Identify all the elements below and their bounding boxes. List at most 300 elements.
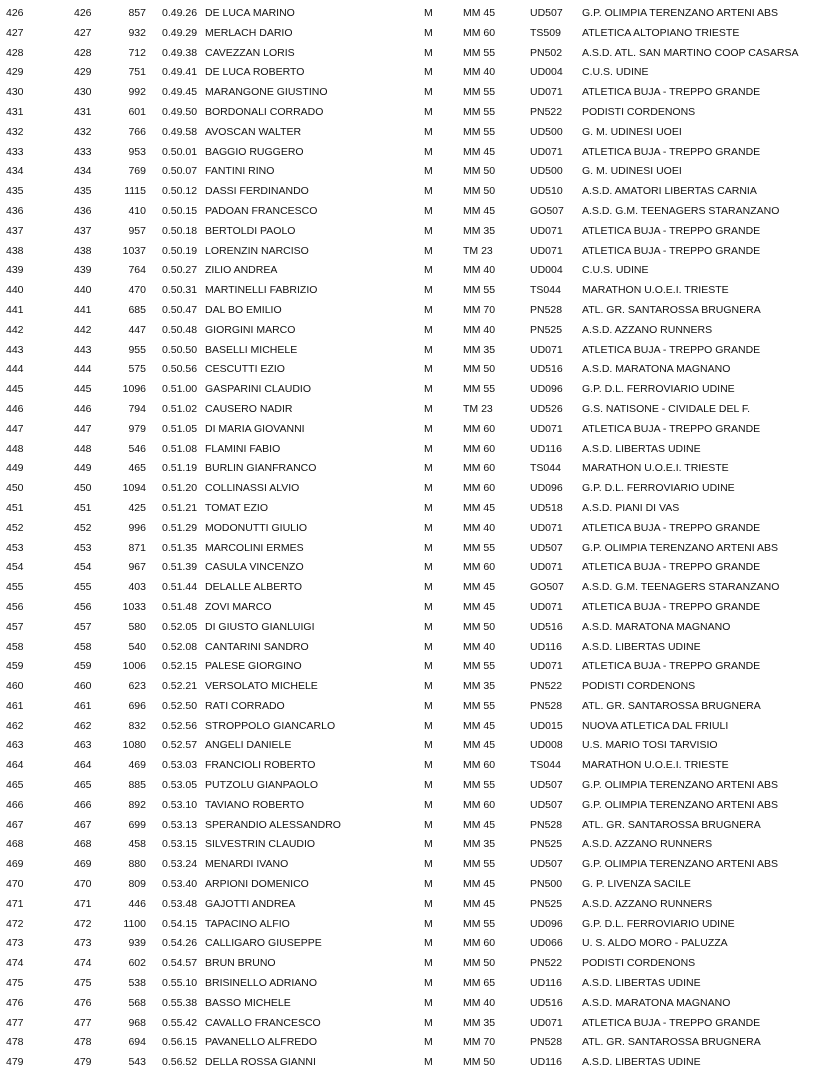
sex-cell: M <box>424 224 433 237</box>
sex-cell: M <box>424 719 433 732</box>
table-row <box>0 480 820 500</box>
athlete-name-cell: DE LUCA MARINO <box>205 7 295 19</box>
team-name-cell: PODISTI CORDENONS <box>582 680 696 693</box>
club-code-cell: PN522 <box>530 957 563 970</box>
athlete-name-cell: BASSO MICHELE <box>205 996 291 1009</box>
athlete-name-cell: AVOSCAN WALTER <box>205 125 302 138</box>
finish-time-cell: 0.53.03 <box>162 759 198 772</box>
age-category-cell: MM 60 <box>463 26 496 39</box>
position-cell: 468 <box>6 838 24 851</box>
position-cell: 463 <box>6 739 24 752</box>
athlete-name-cell: DASSI FERDINANDO <box>205 185 309 198</box>
bib-number-cell: 953 <box>128 145 146 158</box>
category-rank-cell: 441 <box>74 303 92 316</box>
sex-cell: M <box>424 541 433 554</box>
age-category-cell: MM 55 <box>463 779 496 792</box>
age-category-cell: MM 50 <box>463 1056 496 1069</box>
finish-time-cell: 0.49.58 <box>162 125 198 138</box>
club-code-cell: UD507 <box>530 541 563 554</box>
team-name-cell: ATLETICA BUJA - TREPPO GRANDE <box>582 244 761 257</box>
category-rank-cell: 449 <box>74 462 92 475</box>
sex-cell: M <box>424 917 433 930</box>
finish-time-cell: 0.49.50 <box>162 105 198 118</box>
bib-number-cell: 1096 <box>122 383 146 396</box>
team-name-cell: G.P. OLIMPIA TERENZANO ARTENI ABS <box>582 7 779 19</box>
age-category-cell: MM 35 <box>463 838 496 851</box>
sex-cell: M <box>424 1016 433 1029</box>
finish-time-cell: 0.51.29 <box>162 521 198 534</box>
age-category-cell: MM 60 <box>463 442 496 455</box>
finish-time-cell: 0.50.50 <box>162 343 198 356</box>
athlete-name-cell: SILVESTRIN CLAUDIO <box>205 838 316 851</box>
bib-number-cell: 939 <box>128 937 146 950</box>
age-category-cell: MM 55 <box>463 541 496 554</box>
category-rank-cell: 446 <box>74 402 92 415</box>
category-rank-cell: 438 <box>74 244 92 257</box>
athlete-name-cell: VERSOLATO MICHELE <box>205 680 318 693</box>
category-rank-cell: 463 <box>74 739 92 752</box>
bib-number-cell: 968 <box>128 1016 146 1029</box>
team-name-cell: C.U.S. UDINE <box>582 264 649 277</box>
team-name-cell: A.S.D. G.M. TEENAGERS STARANZANO <box>582 204 780 217</box>
finish-time-cell: 0.50.27 <box>162 264 198 277</box>
table-row <box>0 302 820 322</box>
table-row <box>0 25 820 45</box>
club-code-cell: UD071 <box>530 521 563 534</box>
finish-time-cell: 0.51.39 <box>162 561 198 574</box>
club-code-cell: UD507 <box>530 858 563 871</box>
table-row <box>0 599 820 619</box>
finish-time-cell: 0.51.05 <box>162 422 198 435</box>
sex-cell: M <box>424 422 433 435</box>
club-code-cell: TS044 <box>530 284 561 297</box>
sex-cell: M <box>424 759 433 772</box>
age-category-cell: MM 35 <box>463 680 496 693</box>
position-cell: 475 <box>6 977 24 990</box>
age-category-cell: MM 45 <box>463 719 496 732</box>
club-code-cell: UD516 <box>530 620 563 633</box>
team-name-cell: G.P. OLIMPIA TERENZANO ARTENI ABS <box>582 541 779 554</box>
age-category-cell: MM 55 <box>463 917 496 930</box>
athlete-name-cell: MARCOLINI ERMES <box>205 541 304 554</box>
table-row <box>0 797 820 817</box>
finish-time-cell: 0.50.18 <box>162 224 198 237</box>
position-cell: 469 <box>6 858 24 871</box>
category-rank-cell: 476 <box>74 996 92 1009</box>
sex-cell: M <box>424 46 433 59</box>
position-cell: 447 <box>6 422 24 435</box>
age-category-cell: MM 55 <box>463 105 496 118</box>
age-category-cell: MM 45 <box>463 581 496 594</box>
age-category-cell: MM 55 <box>463 86 496 99</box>
category-rank-cell: 461 <box>74 699 92 712</box>
table-row <box>0 836 820 856</box>
bib-number-cell: 538 <box>128 977 146 990</box>
team-name-cell: C.U.S. UDINE <box>582 66 649 79</box>
sex-cell: M <box>424 521 433 534</box>
category-rank-cell: 456 <box>74 600 92 613</box>
position-cell: 457 <box>6 620 24 633</box>
position-cell: 435 <box>6 185 24 198</box>
sex-cell: M <box>424 66 433 79</box>
athlete-name-cell: BRISINELLO ADRIANO <box>205 977 318 990</box>
team-name-cell: ATLETICA BUJA - TREPPO GRANDE <box>582 521 761 534</box>
category-rank-cell: 460 <box>74 680 92 693</box>
athlete-name-cell: BASELLI MICHELE <box>205 343 298 356</box>
age-category-cell: MM 55 <box>463 699 496 712</box>
position-cell: 431 <box>6 105 24 118</box>
athlete-name-cell: FRANCIOLI ROBERTO <box>205 759 316 772</box>
club-code-cell: UD071 <box>530 244 563 257</box>
category-rank-cell: 426 <box>74 7 92 19</box>
category-rank-cell: 429 <box>74 66 92 79</box>
sex-cell: M <box>424 501 433 514</box>
bib-number-cell: 932 <box>128 26 146 39</box>
club-code-cell: UD516 <box>530 996 563 1009</box>
position-cell: 439 <box>6 264 24 277</box>
category-rank-cell: 467 <box>74 818 92 831</box>
sex-cell: M <box>424 640 433 653</box>
bib-number-cell: 751 <box>128 66 146 79</box>
position-cell: 479 <box>6 1056 24 1069</box>
sex-cell: M <box>424 86 433 99</box>
finish-time-cell: 0.56.15 <box>162 1036 198 1049</box>
club-code-cell: UD116 <box>530 1056 562 1069</box>
club-code-cell: TS044 <box>530 759 561 772</box>
bib-number-cell: 764 <box>128 264 146 277</box>
team-name-cell: A.S.D. LIBERTAS UDINE <box>582 1056 701 1069</box>
athlete-name-cell: PUTZOLU GIANPAOLO <box>205 779 318 792</box>
sex-cell: M <box>424 343 433 356</box>
age-category-cell: MM 40 <box>463 996 496 1009</box>
table-row <box>0 975 820 995</box>
sex-cell: M <box>424 26 433 39</box>
finish-time-cell: 0.53.40 <box>162 878 198 891</box>
table-row <box>0 124 820 144</box>
bib-number-cell: 769 <box>128 165 146 178</box>
bib-number-cell: 465 <box>128 462 146 475</box>
bib-number-cell: 458 <box>128 838 146 851</box>
athlete-name-cell: PALESE GIORGINO <box>205 660 302 673</box>
club-code-cell: UD071 <box>530 86 563 99</box>
athlete-name-cell: TAPACINO ALFIO <box>205 917 290 930</box>
club-code-cell: UD507 <box>530 798 563 811</box>
table-row <box>0 183 820 203</box>
club-code-cell: PN522 <box>530 680 563 693</box>
position-cell: 444 <box>6 363 24 376</box>
athlete-name-cell: FLAMINI FABIO <box>205 442 281 455</box>
finish-time-cell: 0.53.24 <box>162 858 198 871</box>
category-rank-cell: 433 <box>74 145 92 158</box>
category-rank-cell: 431 <box>74 105 92 118</box>
table-row <box>0 737 820 757</box>
team-name-cell: MARATHON U.O.E.I. TRIESTE <box>582 462 729 475</box>
finish-time-cell: 0.52.50 <box>162 699 198 712</box>
category-rank-cell: 457 <box>74 620 92 633</box>
sex-cell: M <box>424 383 433 396</box>
sex-cell: M <box>424 303 433 316</box>
sex-cell: M <box>424 600 433 613</box>
club-code-cell: PN522 <box>530 105 563 118</box>
club-code-cell: UD096 <box>530 917 563 930</box>
team-name-cell: U.S. MARIO TOSI TARVISIO <box>582 739 718 752</box>
athlete-name-cell: LORENZIN NARCISO <box>205 244 309 257</box>
team-name-cell: A.S.D. MARATONA MAGNANO <box>582 996 731 1009</box>
team-name-cell: G.P. OLIMPIA TERENZANO ARTENI ABS <box>582 779 779 792</box>
age-category-cell: MM 55 <box>463 125 496 138</box>
finish-time-cell: 0.50.01 <box>162 145 198 158</box>
bib-number-cell: 470 <box>128 284 146 297</box>
position-cell: 442 <box>6 323 24 336</box>
bib-number-cell: 540 <box>128 640 146 653</box>
team-name-cell: ATLETICA BUJA - TREPPO GRANDE <box>582 343 761 356</box>
bib-number-cell: 832 <box>128 719 146 732</box>
bib-number-cell: 766 <box>128 125 146 138</box>
team-name-cell: ATL. GR. SANTAROSSA BRUGNERA <box>582 699 761 712</box>
athlete-name-cell: CAUSERO NADIR <box>205 402 293 415</box>
athlete-name-cell: SPERANDIO ALESSANDRO <box>205 818 341 831</box>
club-code-cell: PN528 <box>530 303 563 316</box>
table-row <box>0 757 820 777</box>
club-code-cell: UD116 <box>530 977 562 990</box>
age-category-cell: MM 40 <box>463 66 496 79</box>
table-row <box>0 322 820 342</box>
table-row <box>0 262 820 282</box>
finish-time-cell: 0.53.10 <box>162 798 198 811</box>
table-row <box>0 64 820 84</box>
bib-number-cell: 1094 <box>122 482 146 495</box>
team-name-cell: ATLETICA BUJA - TREPPO GRANDE <box>582 561 761 574</box>
age-category-cell: MM 60 <box>463 462 496 475</box>
bib-number-cell: 425 <box>128 501 146 514</box>
table-row <box>0 916 820 936</box>
position-cell: 460 <box>6 680 24 693</box>
position-cell: 455 <box>6 581 24 594</box>
position-cell: 450 <box>6 482 24 495</box>
finish-time-cell: 0.50.15 <box>162 204 198 217</box>
age-category-cell: MM 45 <box>463 145 496 158</box>
bib-number-cell: 992 <box>128 86 146 99</box>
age-category-cell: MM 70 <box>463 303 496 316</box>
finish-time-cell: 0.50.07 <box>162 165 198 178</box>
age-category-cell: MM 35 <box>463 224 496 237</box>
team-name-cell: G.S. NATISONE - CIVIDALE DEL F. <box>582 402 751 415</box>
finish-time-cell: 0.55.38 <box>162 996 198 1009</box>
position-cell: 445 <box>6 383 24 396</box>
sex-cell: M <box>424 165 433 178</box>
club-code-cell: UD071 <box>530 561 563 574</box>
category-rank-cell: 435 <box>74 185 92 198</box>
position-cell: 478 <box>6 1036 24 1049</box>
bib-number-cell: 446 <box>128 897 146 910</box>
position-cell: 473 <box>6 937 24 950</box>
team-name-cell: A.S.D. MARATONA MAGNANO <box>582 620 731 633</box>
category-rank-cell: 477 <box>74 1016 92 1029</box>
team-name-cell: G.P. D.L. FERROVIARIO UDINE <box>582 383 735 396</box>
team-name-cell: G. M. UDINESI UOEI <box>582 125 682 138</box>
age-category-cell: TM 23 <box>463 402 493 415</box>
age-category-cell: MM 50 <box>463 957 496 970</box>
position-cell: 476 <box>6 996 24 1009</box>
position-cell: 477 <box>6 1016 24 1029</box>
team-name-cell: G.P. OLIMPIA TERENZANO ARTENI ABS <box>582 858 779 871</box>
team-name-cell: ATLETICA BUJA - TREPPO GRANDE <box>582 145 761 158</box>
age-category-cell: MM 50 <box>463 620 496 633</box>
category-rank-cell: 458 <box>74 640 92 653</box>
category-rank-cell: 430 <box>74 86 92 99</box>
finish-time-cell: 0.49.38 <box>162 46 198 59</box>
table-row <box>0 223 820 243</box>
club-code-cell: UD510 <box>530 185 563 198</box>
athlete-name-cell: DELLA ROSSA GIANNI <box>205 1056 316 1069</box>
category-rank-cell: 465 <box>74 779 92 792</box>
bib-number-cell: 447 <box>128 323 146 336</box>
category-rank-cell: 469 <box>74 858 92 871</box>
finish-time-cell: 0.55.10 <box>162 977 198 990</box>
athlete-name-cell: MARANGONE GIUSTINO <box>205 86 328 99</box>
club-code-cell: UD071 <box>530 660 563 673</box>
category-rank-cell: 454 <box>74 561 92 574</box>
category-rank-cell: 444 <box>74 363 92 376</box>
athlete-name-cell: GIORGINI MARCO <box>205 323 296 336</box>
sex-cell: M <box>424 996 433 1009</box>
bib-number-cell: 601 <box>128 105 146 118</box>
category-rank-cell: 453 <box>74 541 92 554</box>
finish-time-cell: 0.50.19 <box>162 244 198 257</box>
team-name-cell: A.S.D. AMATORI LIBERTAS CARNIA <box>582 185 757 198</box>
team-name-cell: G.P. D.L. FERROVIARIO UDINE <box>582 482 735 495</box>
team-name-cell: NUOVA ATLETICA DAL FRIULI <box>582 719 729 732</box>
club-code-cell: UD015 <box>530 719 563 732</box>
bib-number-cell: 880 <box>128 858 146 871</box>
club-code-cell: GO507 <box>530 204 564 217</box>
team-name-cell: G. M. UDINESI UOEI <box>582 165 682 178</box>
category-rank-cell: 450 <box>74 482 92 495</box>
sex-cell: M <box>424 897 433 910</box>
club-code-cell: UD071 <box>530 343 563 356</box>
athlete-name-cell: ZILIO ANDREA <box>205 264 278 277</box>
table-row <box>0 460 820 480</box>
club-code-cell: PN528 <box>530 1036 563 1049</box>
age-category-cell: MM 60 <box>463 422 496 435</box>
team-name-cell: A.S.D. ATL. SAN MARTINO COOP CASARSA <box>582 46 799 59</box>
table-row <box>0 658 820 678</box>
sex-cell: M <box>424 7 433 19</box>
athlete-name-cell: MERLACH DARIO <box>205 26 293 39</box>
table-row <box>0 856 820 876</box>
position-cell: 426 <box>6 7 24 19</box>
age-category-cell: MM 60 <box>463 759 496 772</box>
sex-cell: M <box>424 402 433 415</box>
club-code-cell: UD500 <box>530 165 563 178</box>
team-name-cell: PODISTI CORDENONS <box>582 105 696 118</box>
sex-cell: M <box>424 363 433 376</box>
bib-number-cell: 410 <box>128 204 146 217</box>
team-name-cell: A.S.D. AZZANO RUNNERS <box>582 838 713 851</box>
athlete-name-cell: MARTINELLI FABRIZIO <box>205 284 318 297</box>
team-name-cell: A.S.D. LIBERTAS UDINE <box>582 442 701 455</box>
club-code-cell: PN525 <box>530 323 563 336</box>
team-name-cell: ATLETICA BUJA - TREPPO GRANDE <box>582 422 761 435</box>
age-category-cell: MM 55 <box>463 383 496 396</box>
position-cell: 452 <box>6 521 24 534</box>
age-category-cell: MM 45 <box>463 204 496 217</box>
category-rank-cell: 455 <box>74 581 92 594</box>
age-category-cell: MM 55 <box>463 858 496 871</box>
bib-number-cell: 979 <box>128 422 146 435</box>
club-code-cell: UD071 <box>530 224 563 237</box>
finish-time-cell: 0.52.08 <box>162 640 198 653</box>
table-row <box>0 876 820 896</box>
bib-number-cell: 712 <box>128 46 146 59</box>
table-row <box>0 1034 820 1054</box>
category-rank-cell: 448 <box>74 442 92 455</box>
athlete-name-cell: ANGELI DANIELE <box>205 739 292 752</box>
age-category-cell: MM 35 <box>463 1016 496 1029</box>
age-category-cell: MM 35 <box>463 343 496 356</box>
bib-number-cell: 871 <box>128 541 146 554</box>
category-rank-cell: 452 <box>74 521 92 534</box>
position-cell: 459 <box>6 660 24 673</box>
athlete-name-cell: CALLIGARO GIUSEPPE <box>205 937 322 950</box>
sex-cell: M <box>424 779 433 792</box>
category-rank-cell: 462 <box>74 719 92 732</box>
sex-cell: M <box>424 284 433 297</box>
category-rank-cell: 468 <box>74 838 92 851</box>
age-category-cell: MM 50 <box>463 363 496 376</box>
table-row <box>0 361 820 381</box>
club-code-cell: PN528 <box>530 818 563 831</box>
sex-cell: M <box>424 204 433 217</box>
table-row <box>0 243 820 263</box>
bib-number-cell: 892 <box>128 798 146 811</box>
category-rank-cell: 439 <box>74 264 92 277</box>
sex-cell: M <box>424 798 433 811</box>
finish-time-cell: 0.53.13 <box>162 818 198 831</box>
bib-number-cell: 857 <box>128 7 146 19</box>
athlete-name-cell: MODONUTTI GIULIO <box>205 521 308 534</box>
athlete-name-cell: BORDONALI CORRADO <box>205 105 324 118</box>
team-name-cell: A.S.D. G.M. TEENAGERS STARANZANO <box>582 581 780 594</box>
category-rank-cell: 434 <box>74 165 92 178</box>
age-category-cell: MM 45 <box>463 878 496 891</box>
category-rank-cell: 473 <box>74 937 92 950</box>
age-category-cell: MM 40 <box>463 640 496 653</box>
category-rank-cell: 472 <box>74 917 92 930</box>
table-row <box>0 441 820 461</box>
club-code-cell: UD004 <box>530 264 563 277</box>
position-cell: 462 <box>6 719 24 732</box>
finish-time-cell: 0.50.48 <box>162 323 198 336</box>
position-cell: 427 <box>6 26 24 39</box>
sex-cell: M <box>424 858 433 871</box>
bib-number-cell: 957 <box>128 224 146 237</box>
athlete-name-cell: BRUN BRUNO <box>205 957 276 970</box>
bib-number-cell: 967 <box>128 561 146 574</box>
age-category-cell: MM 55 <box>463 660 496 673</box>
table-row <box>0 619 820 639</box>
position-cell: 458 <box>6 640 24 653</box>
finish-time-cell: 0.51.35 <box>162 541 198 554</box>
bib-number-cell: 1033 <box>122 600 146 613</box>
bib-number-cell: 568 <box>128 996 146 1009</box>
athlete-name-cell: BAGGIO RUGGERO <box>205 145 304 158</box>
bib-number-cell: 469 <box>128 759 146 772</box>
position-cell: 467 <box>6 818 24 831</box>
age-category-cell: MM 60 <box>463 937 496 950</box>
finish-time-cell: 0.54.57 <box>162 957 198 970</box>
age-category-cell: MM 60 <box>463 561 496 574</box>
